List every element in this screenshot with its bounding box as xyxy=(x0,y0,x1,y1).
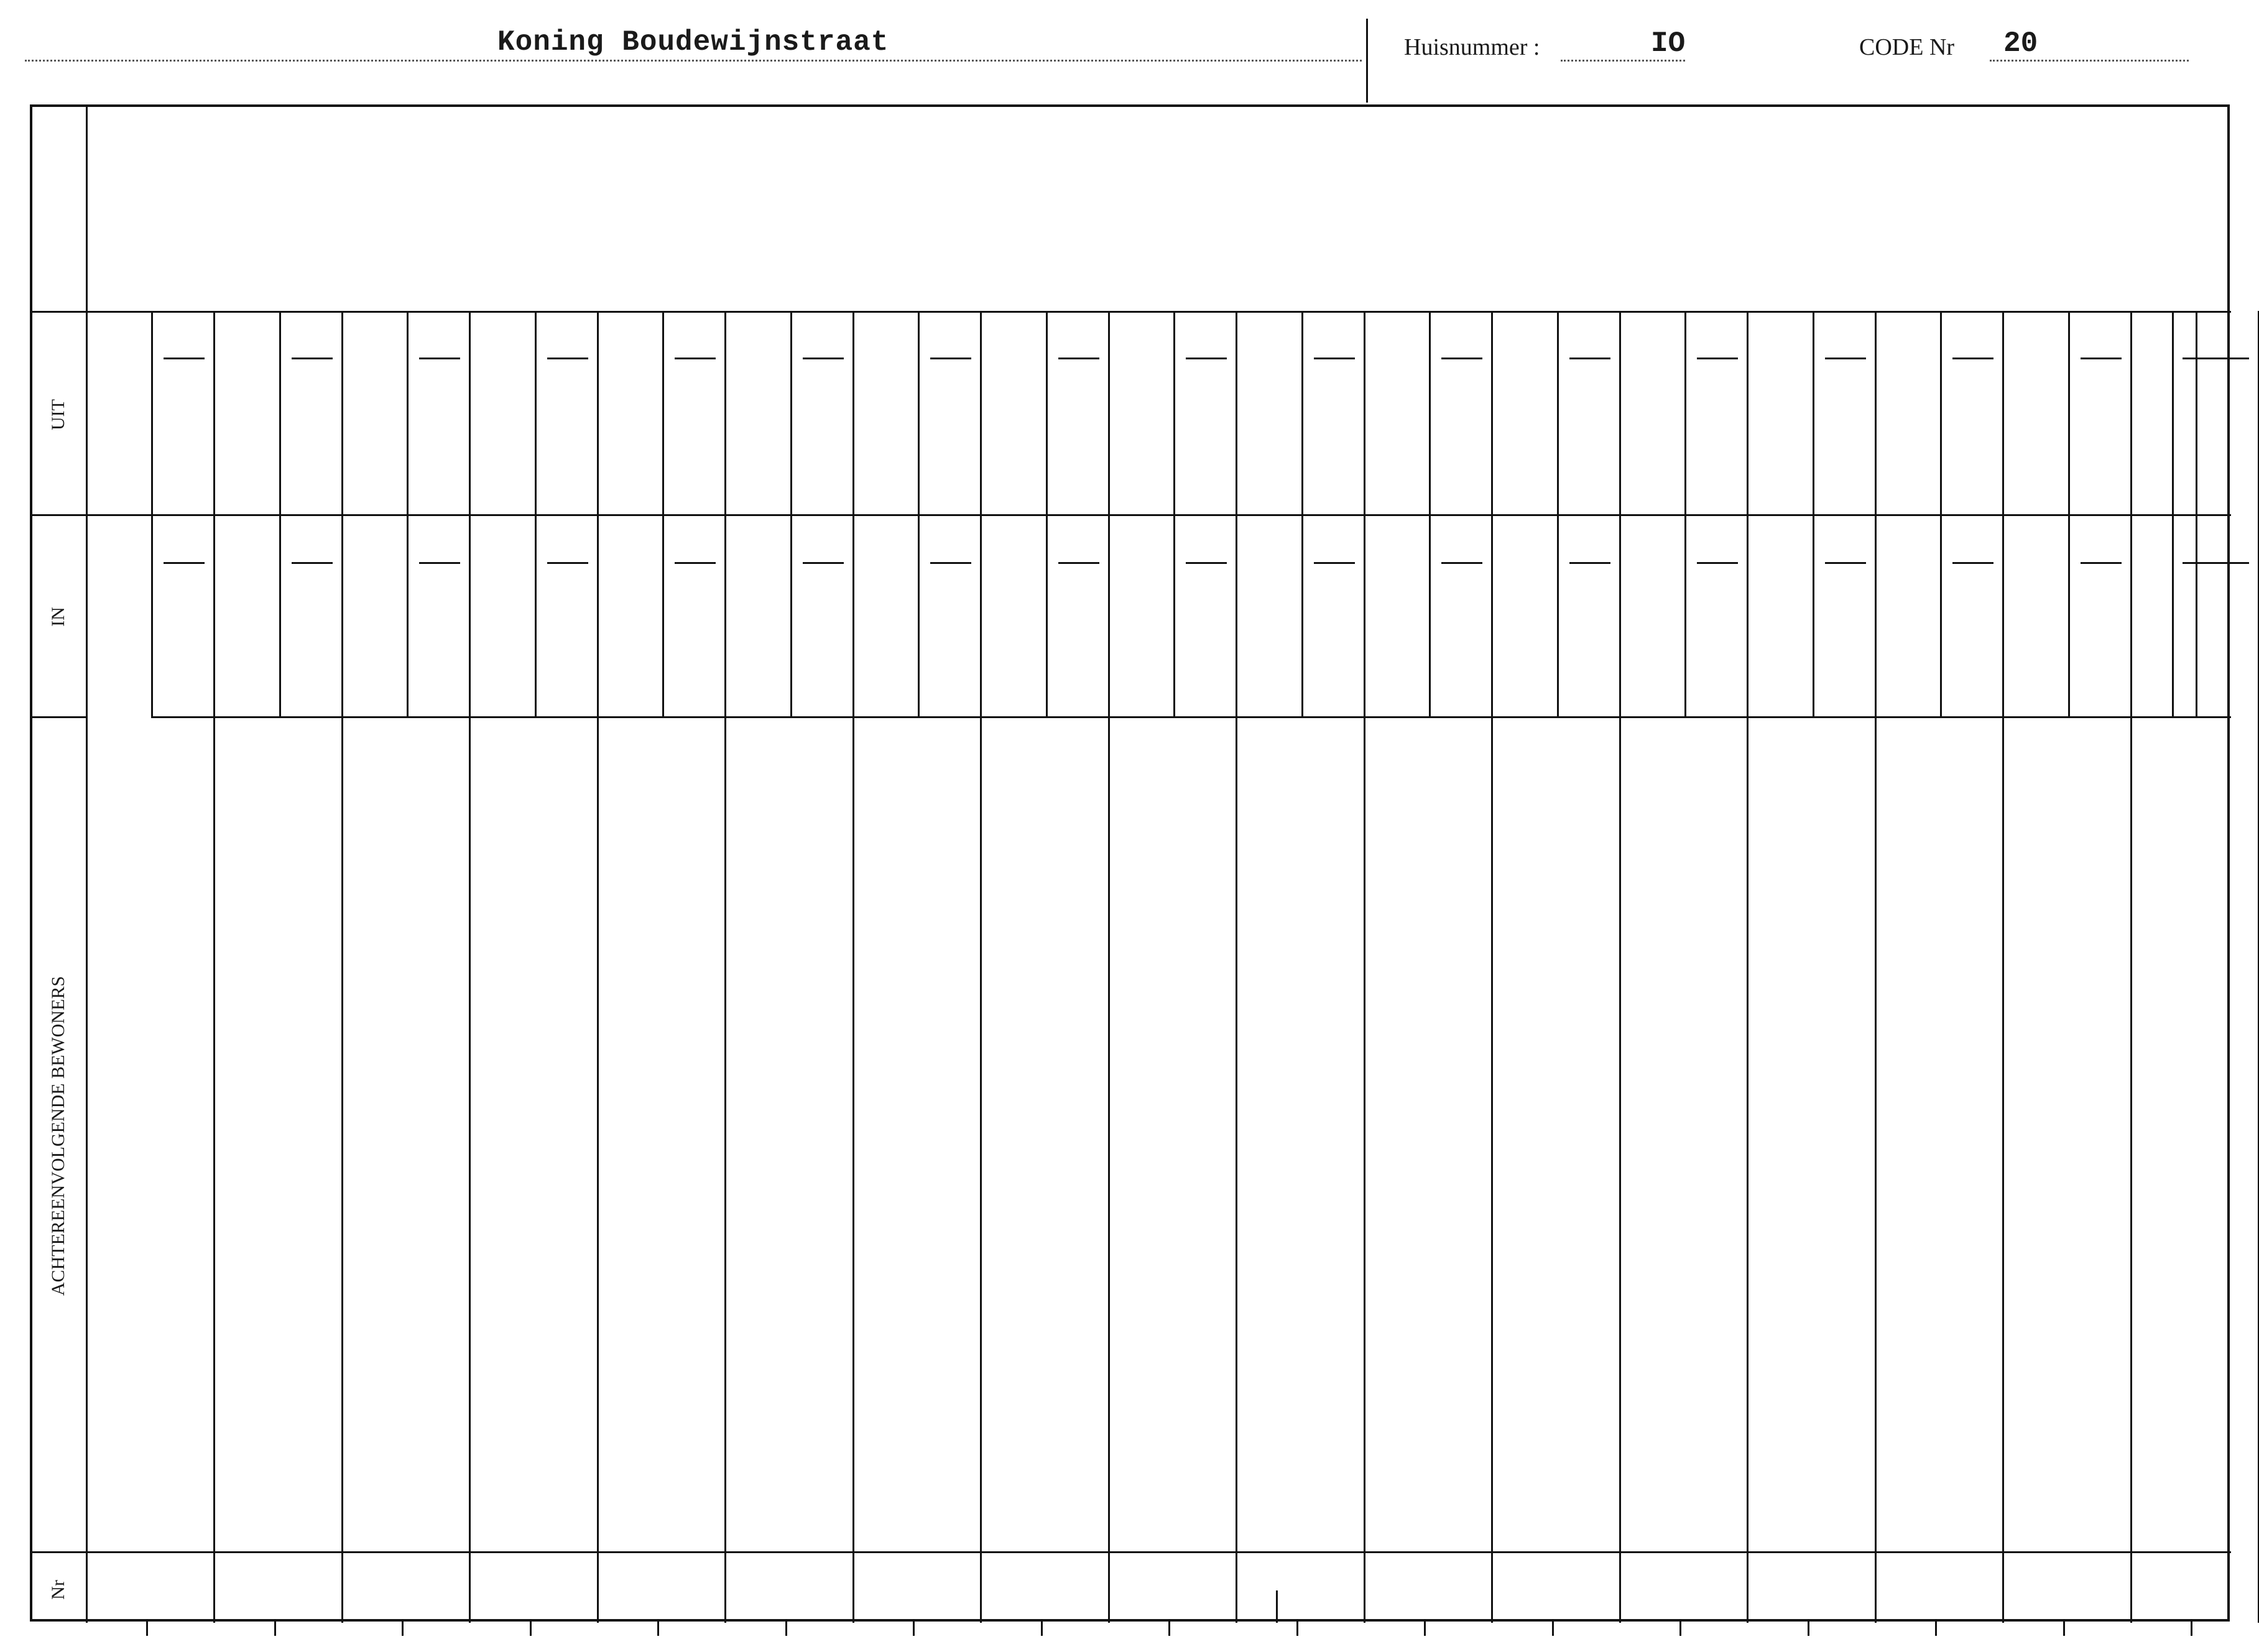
house-number-label: Huisnummer : xyxy=(1404,34,1540,60)
street-name: Koning Boudewijnstraat xyxy=(497,26,889,58)
row-label-residents: ACHTEREENVOLGENDE BEWONERS xyxy=(48,976,68,1296)
bottom-tick xyxy=(274,1622,276,1636)
code-label: CODE Nr xyxy=(1859,34,1955,60)
separator-uit-in xyxy=(30,514,2231,516)
bottom-tick xyxy=(1935,1622,1937,1636)
separator-in-residents-grid xyxy=(151,716,2231,718)
bottom-tick xyxy=(1424,1622,1426,1636)
bottom-tick xyxy=(657,1622,659,1636)
row-label-nr: Nr xyxy=(48,1580,68,1600)
bottom-tick xyxy=(913,1622,915,1636)
table-frame xyxy=(30,104,2230,1622)
bottom-tick xyxy=(2063,1622,2065,1636)
bottom-tick xyxy=(1296,1622,1298,1636)
bottom-tick xyxy=(146,1622,148,1636)
bottom-tick xyxy=(530,1622,532,1636)
bottom-tick xyxy=(2191,1622,2192,1636)
house-number-dotted-line xyxy=(1561,60,1685,62)
header-divider xyxy=(1366,19,1368,103)
bottom-tick xyxy=(402,1622,404,1636)
house-number-value: IO xyxy=(1651,27,1686,60)
separator-top-uit xyxy=(30,311,2231,313)
row-label-in: IN xyxy=(48,607,68,627)
bottom-tick xyxy=(1041,1622,1043,1636)
code-dotted-line xyxy=(1990,60,2189,62)
bottom-tick xyxy=(1679,1622,1681,1636)
separator-residents-nr xyxy=(30,1551,2231,1553)
separator-in-residents xyxy=(30,716,86,718)
bottom-tick xyxy=(1808,1622,1809,1636)
row-label-uit: UIT xyxy=(48,399,68,430)
bottom-tick xyxy=(1168,1622,1170,1636)
bottom-tick xyxy=(785,1622,787,1636)
label-column-divider xyxy=(86,106,88,1623)
street-dotted-line xyxy=(25,60,1362,62)
code-value: 20 xyxy=(2003,27,2038,60)
bottom-tick xyxy=(1552,1622,1554,1636)
